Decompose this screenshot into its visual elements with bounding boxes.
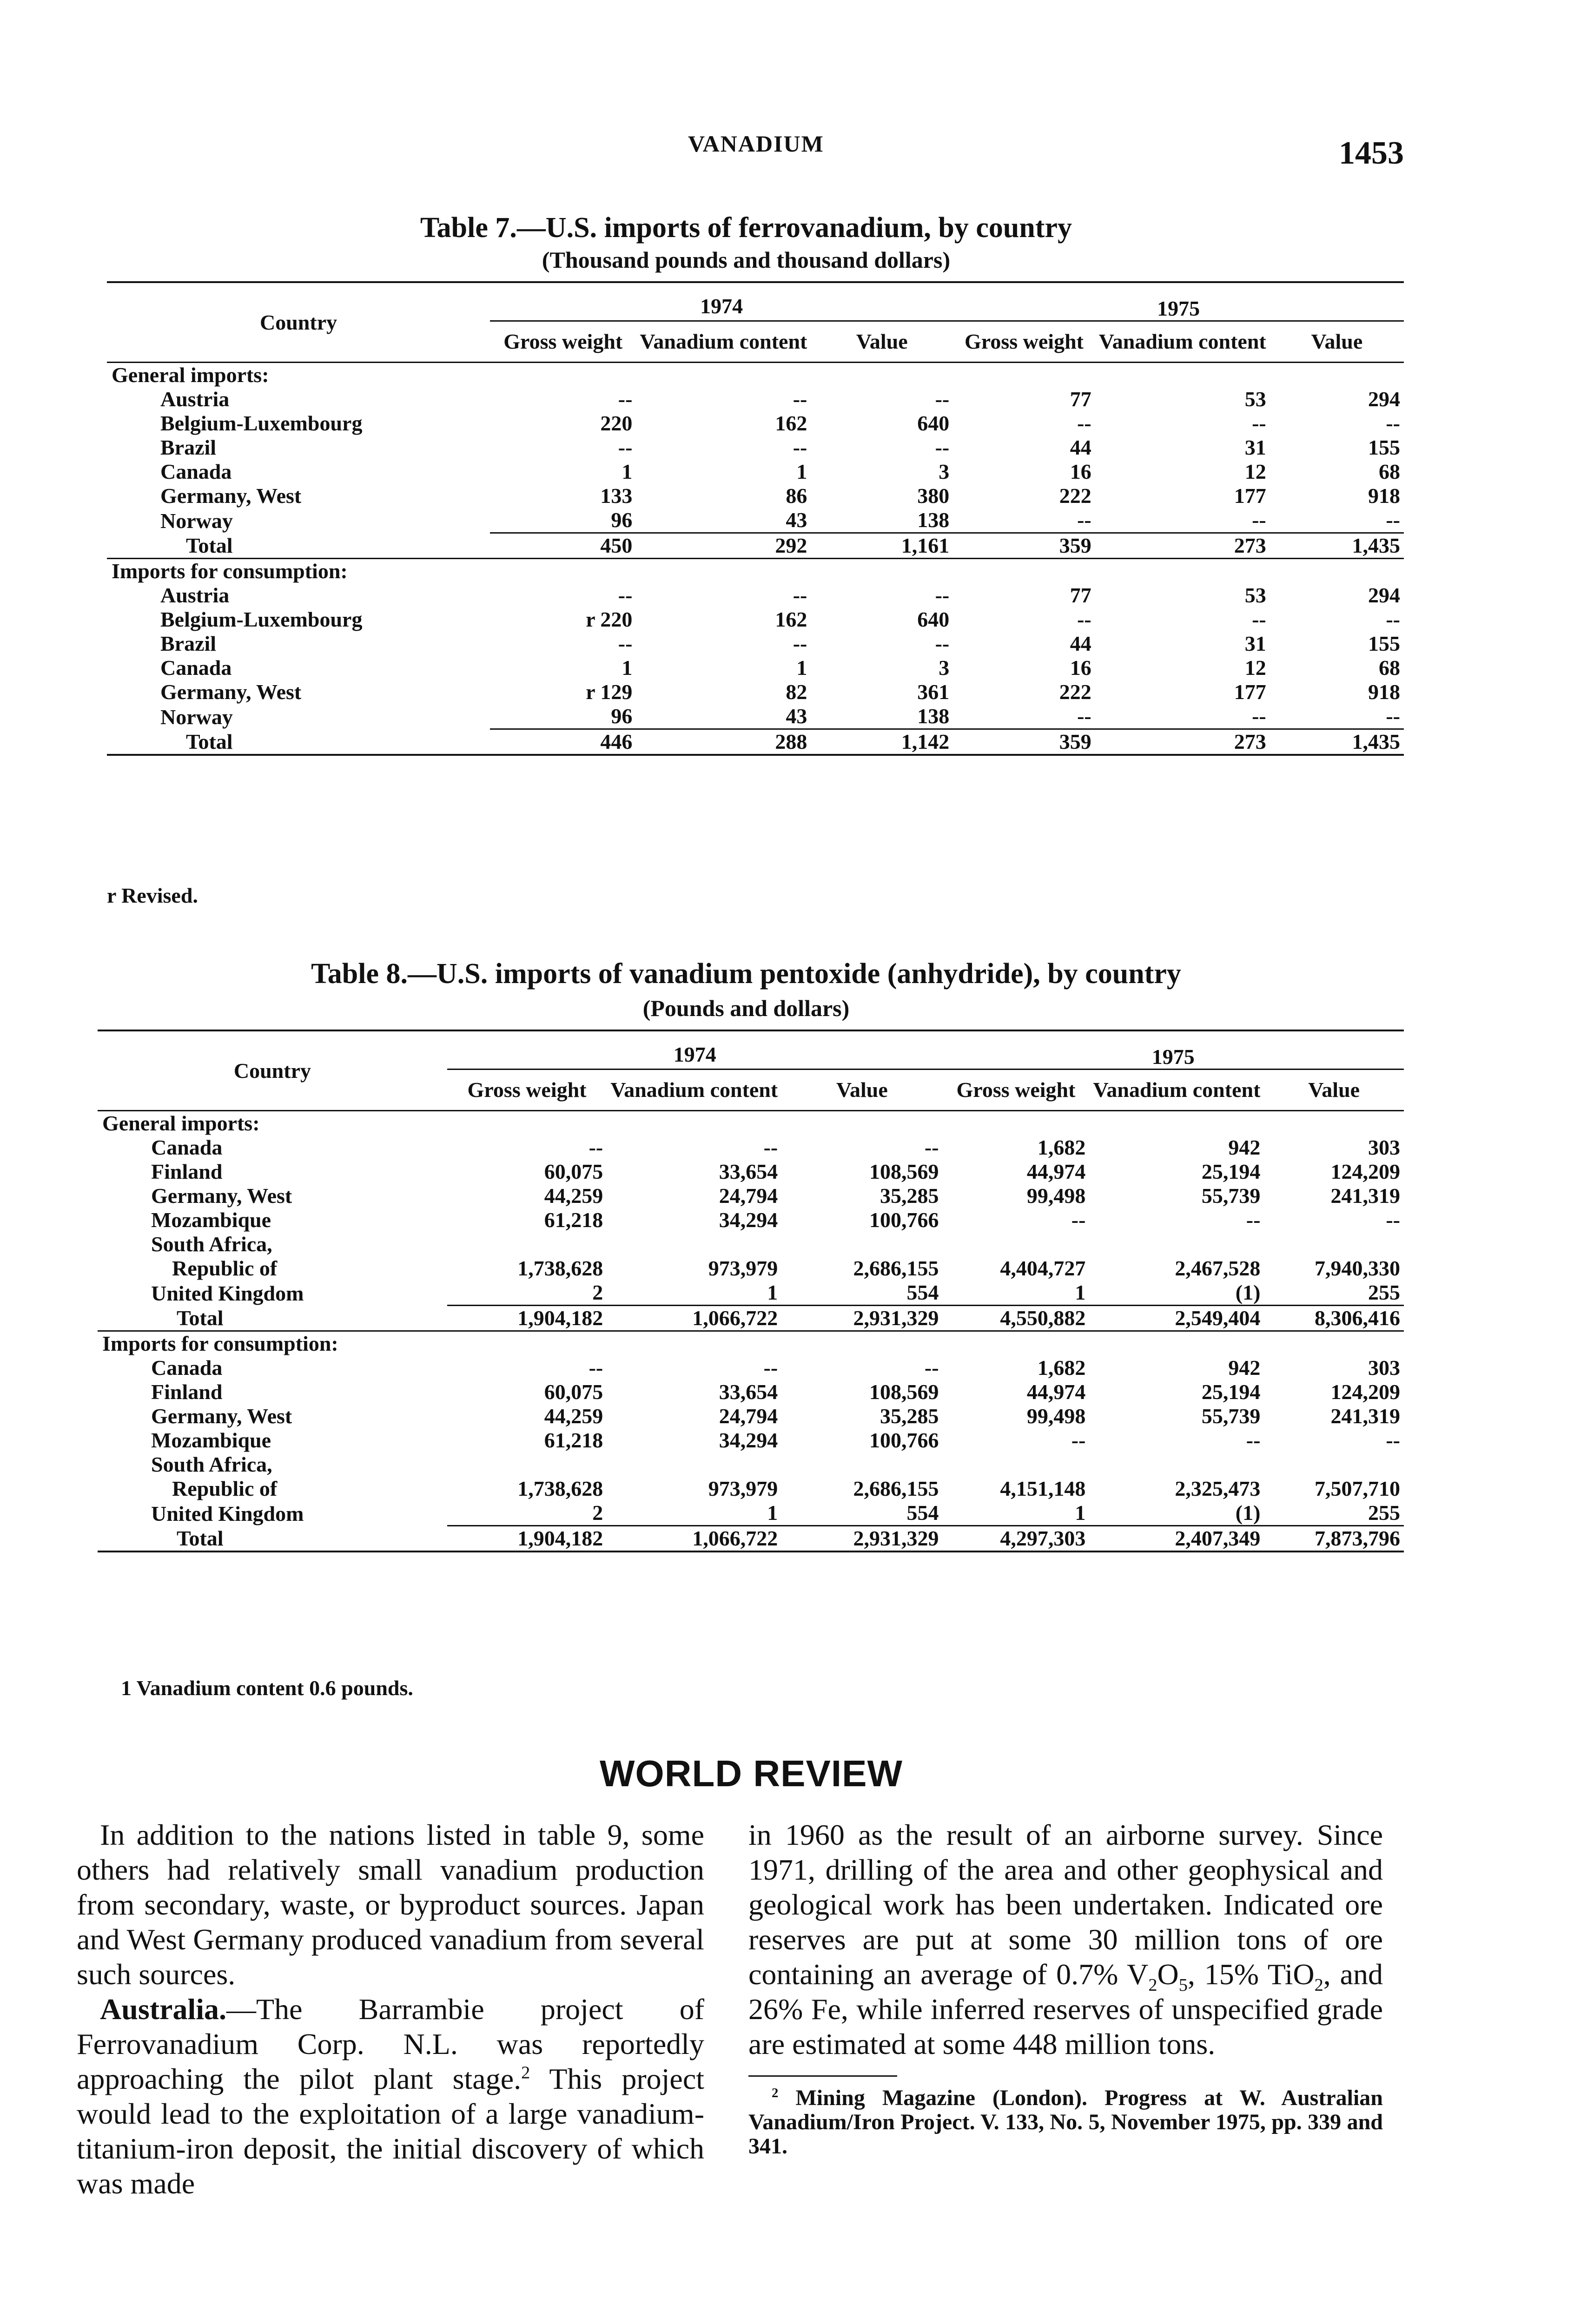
table7-footnote: r Revised.: [107, 884, 198, 907]
value-cell: 2: [592, 1501, 603, 1525]
value-cell: 31: [1244, 436, 1266, 459]
value-cell: 35,285: [880, 1404, 939, 1428]
value-cell: 1: [796, 460, 807, 483]
total-value-cell: 292: [636, 533, 811, 559]
value-cell: 33,654: [719, 1160, 778, 1183]
value-cell: --: [1386, 1428, 1400, 1452]
table8-gross-header-74: Gross weight: [467, 1078, 587, 1102]
table-row: [98, 1136, 1404, 1160]
total-row: [107, 729, 1404, 755]
value-cell: 96: [611, 704, 633, 728]
total-value-cell: 273: [1095, 729, 1270, 755]
country-cell: South Africa,: [151, 1232, 272, 1256]
value-cell: 138: [917, 508, 950, 532]
value-cell: 55,739: [1201, 1184, 1261, 1208]
value-cell: 44,259: [544, 1404, 603, 1428]
value-cell: 1,682: [1037, 1136, 1086, 1159]
table8-vanadium-header-75: Vanadium content: [1093, 1078, 1261, 1102]
value-cell: --: [1386, 411, 1400, 435]
table8-title: Table 8.—U.S. imports of vanadium pentoxide (anhydride), by country: [311, 958, 1181, 990]
table7-country-header: Country: [107, 282, 490, 363]
country-cell: Norway: [160, 705, 233, 729]
value-cell: 68: [1379, 460, 1400, 483]
country-cell: Germany, West: [151, 1404, 292, 1428]
value-cell: 1,738,628: [517, 1256, 603, 1280]
value-cell: 4,404,727: [1000, 1256, 1086, 1280]
value-cell: 82: [786, 680, 807, 704]
paragraph-intro: In addition to the nations listed in table 9, some others had relatively small vanadium production from secondary, waste, or byproduct sources. Japan and West Germany produced vanadium from several such sources.: [77, 1818, 704, 1991]
value-cell: 68: [1379, 656, 1400, 680]
table7-title: Table 7.—U.S. imports of ferrovanadium, by country: [420, 212, 1072, 244]
total-label: Total: [177, 1526, 224, 1550]
value-cell: 2,686,155: [853, 1477, 939, 1500]
table8-general-imports-label: General imports:: [102, 1111, 260, 1135]
value-cell: 3: [939, 656, 950, 680]
value-cell: 1,738,628: [517, 1477, 603, 1500]
value-cell: 25,194: [1201, 1380, 1261, 1404]
value-cell: 55,739: [1201, 1404, 1261, 1428]
value-cell: 60,075: [544, 1160, 603, 1183]
country-cell: Brazil: [160, 632, 217, 655]
value-cell: 124,209: [1330, 1380, 1400, 1404]
value-cell: 162: [775, 411, 807, 435]
value-cell: --: [1252, 508, 1266, 532]
value-cell: 43: [786, 704, 807, 728]
country-cell: United Kingdom: [151, 1501, 304, 1525]
value-cell: --: [1252, 411, 1266, 435]
table7: [107, 281, 1404, 756]
value-cell: 294: [1368, 387, 1400, 411]
value-cell: (1): [1235, 1281, 1261, 1304]
value-cell: 16: [1070, 656, 1091, 680]
value-cell: 222: [1059, 680, 1091, 704]
table8: [98, 1030, 1404, 1552]
total-value-cell: 2,931,329: [781, 1306, 942, 1331]
value-cell: 124,209: [1330, 1160, 1400, 1183]
world-review-heading: WORLD REVIEW: [600, 1753, 903, 1794]
value-cell: 1,682: [1037, 1356, 1086, 1380]
total-value-cell: 1,435: [1270, 533, 1404, 559]
value-cell: --: [935, 436, 950, 459]
value-cell: 640: [917, 411, 950, 435]
value-cell: 35,285: [880, 1184, 939, 1208]
table8-value-header-75: Value: [1308, 1078, 1360, 1102]
value-cell: 53: [1244, 387, 1266, 411]
total-row: [98, 1526, 1404, 1552]
value-cell: --: [924, 1356, 939, 1380]
country-cell: Austria: [160, 387, 230, 411]
table-row: [107, 656, 1404, 680]
value-cell: 61,218: [544, 1428, 603, 1452]
table7-year-1975: 1975: [953, 282, 1404, 321]
value-cell: --: [935, 387, 950, 411]
total-label: Total: [186, 730, 233, 753]
table-row: [107, 460, 1404, 484]
value-cell: 24,794: [719, 1404, 778, 1428]
total-value-cell: 359: [953, 729, 1095, 755]
value-cell: 3: [939, 460, 950, 483]
value-cell: [781, 1232, 942, 1256]
value-cell: [1264, 1232, 1404, 1256]
value-cell: [1264, 1452, 1404, 1477]
value-cell: 918: [1368, 680, 1400, 704]
value-cell: --: [793, 436, 807, 459]
table-row: [98, 1232, 1404, 1256]
australia-text-b: This project would lead to the exploitation of a large vanadium-titanium-iron deposit, the initial discovery of which was made: [77, 2062, 704, 2200]
value-cell: [607, 1452, 781, 1477]
value-cell: 1: [622, 656, 633, 680]
value-cell: --: [589, 1136, 603, 1159]
paragraph-continued: [748, 1817, 1383, 2061]
table-row: [98, 1356, 1404, 1380]
value-cell: --: [1246, 1208, 1261, 1232]
total-value-cell: 1,435: [1270, 729, 1404, 755]
country-cell: South Africa,: [151, 1452, 272, 1476]
value-cell: 361: [917, 680, 950, 704]
value-cell: 60,075: [544, 1380, 603, 1404]
total-value-cell: 359: [953, 533, 1095, 559]
country-cell: Canada: [160, 460, 232, 483]
total-value-cell: 1,904,182: [447, 1526, 607, 1552]
value-cell: 942: [1228, 1356, 1261, 1380]
total-value-cell: 2,549,404: [1089, 1306, 1264, 1331]
table8-country-header: Country: [98, 1030, 447, 1111]
value-cell: 24,794: [719, 1184, 778, 1208]
table8-general-imports: [98, 1111, 1404, 1136]
value-cell: --: [1077, 411, 1091, 435]
value-cell: [447, 1232, 607, 1256]
footnote-number: 2: [772, 2086, 779, 2100]
value-cell: 1: [796, 656, 807, 680]
country-cell: Norway: [160, 508, 233, 533]
value-cell: 155: [1368, 632, 1400, 655]
value-cell: 108,569: [869, 1380, 939, 1404]
value-cell: 12: [1244, 460, 1266, 483]
total-value-cell: 1,066,722: [607, 1526, 781, 1552]
table-row: [107, 583, 1404, 607]
value-cell: 1: [767, 1281, 778, 1304]
table-row: [98, 1380, 1404, 1404]
value-cell: --: [1386, 508, 1400, 532]
value-cell: 1: [767, 1501, 778, 1525]
paragraph-australia: [77, 1992, 704, 2201]
value-cell: 1: [622, 460, 633, 483]
value-cell: 16: [1070, 460, 1091, 483]
value-cell: --: [1077, 508, 1091, 532]
footnote-ref[interactable]: 2: [521, 2063, 530, 2083]
table7-value-header-75: Value: [1311, 330, 1363, 353]
table-row: [98, 1184, 1404, 1208]
table8-value-header-74: Value: [836, 1078, 888, 1102]
total-value-cell: 7,873,796: [1264, 1526, 1404, 1552]
value-cell: 31: [1244, 632, 1266, 655]
value-cell: 86: [786, 484, 807, 508]
value-cell: 99,498: [1026, 1404, 1086, 1428]
continued-text-a: in 1960 as the result of an airborne survey. Since 1971, drilling of the area and other geophysical and geological work has been undertaken. Indicated ore reserves are put at some 30 million tons of ore containing an average of 0.7% V: [748, 1818, 1383, 1991]
subscript-o: 5: [1178, 1975, 1188, 1995]
value-cell: 44,974: [1026, 1380, 1086, 1404]
value-cell: 255: [1368, 1281, 1400, 1304]
value-cell: --: [1386, 704, 1400, 728]
value-cell: --: [793, 583, 807, 607]
value-cell: --: [1077, 704, 1091, 728]
value-cell: 7,507,710: [1315, 1477, 1400, 1500]
value-cell: 554: [906, 1501, 939, 1525]
value-cell: [1089, 1452, 1264, 1477]
value-cell: --: [1252, 607, 1266, 631]
value-cell: --: [935, 583, 950, 607]
page-number: 1453: [1339, 135, 1404, 171]
value-cell: 2,686,155: [853, 1256, 939, 1280]
country-cell: Canada: [151, 1136, 223, 1159]
value-cell: --: [793, 632, 807, 655]
country-cell: Republic of: [172, 1477, 278, 1500]
value-cell: 99,498: [1026, 1184, 1086, 1208]
total-value-cell: 288: [636, 729, 811, 755]
value-cell: 303: [1368, 1136, 1400, 1159]
country-cell: Canada: [160, 656, 232, 680]
value-cell: --: [1071, 1428, 1086, 1452]
value-cell: 44: [1070, 436, 1091, 459]
value-cell: --: [618, 632, 633, 655]
value-cell: 1: [1075, 1501, 1086, 1525]
value-cell: 4,151,148: [1000, 1477, 1086, 1500]
table8-imports-for-consumption: [98, 1331, 1404, 1356]
right-column: [748, 1817, 1383, 2159]
value-cell: 640: [917, 607, 950, 631]
table-row: [107, 680, 1404, 704]
country-cell: Mozambique: [151, 1428, 271, 1452]
total-value-cell: 4,550,882: [943, 1306, 1090, 1331]
value-cell: --: [924, 1136, 939, 1159]
value-cell: --: [763, 1136, 778, 1159]
value-cell: 77: [1070, 583, 1091, 607]
value-cell: 177: [1234, 484, 1266, 508]
country-cell: Austria: [160, 583, 230, 607]
country-cell: United Kingdom: [151, 1281, 304, 1305]
value-cell: --: [1246, 1428, 1261, 1452]
table-row: [107, 632, 1404, 656]
value-cell: 61,218: [544, 1208, 603, 1232]
value-cell: 1: [1075, 1281, 1086, 1304]
total-value-cell: 446: [490, 729, 636, 755]
table-row: [98, 1256, 1404, 1281]
value-cell: 303: [1368, 1356, 1400, 1380]
value-cell: 973,979: [708, 1477, 778, 1500]
australia-lead: Australia.: [100, 1993, 226, 2026]
value-cell: 33,654: [719, 1380, 778, 1404]
left-column: [77, 1817, 704, 2201]
value-cell: 108,569: [869, 1160, 939, 1183]
value-cell: [781, 1452, 942, 1477]
total-label: Total: [177, 1306, 224, 1330]
subscript-v: 2: [1148, 1975, 1157, 1995]
country-cell: Mozambique: [151, 1208, 271, 1232]
total-value-cell: 1,904,182: [447, 1306, 607, 1331]
value-cell: 44: [1070, 632, 1091, 655]
table7-gross-header-74: Gross weight: [503, 330, 623, 353]
value-cell: [1089, 1232, 1264, 1256]
country-cell: Republic of: [172, 1256, 278, 1280]
value-cell: --: [618, 387, 633, 411]
table8-imports-for-consumption-label: Imports for consumption:: [102, 1332, 338, 1355]
table-row: [98, 1404, 1404, 1428]
value-cell: 138: [917, 704, 950, 728]
value-cell: [943, 1232, 1090, 1256]
value-cell: 241,319: [1330, 1404, 1400, 1428]
country-cell: Germany, West: [151, 1184, 292, 1208]
value-cell: --: [793, 387, 807, 411]
value-cell: --: [935, 632, 950, 655]
value-cell: 133: [600, 484, 633, 508]
value-cell: --: [1077, 607, 1091, 631]
value-cell: 220: [600, 411, 633, 435]
total-value-cell: 2,931,329: [781, 1526, 942, 1552]
value-cell: --: [1386, 607, 1400, 631]
value-cell: 7,940,330: [1315, 1256, 1400, 1280]
subscript-ti: 2: [1314, 1975, 1323, 1995]
table-row: [107, 484, 1404, 508]
table7-value-header-74: Value: [856, 330, 908, 353]
value-cell: 973,979: [708, 1256, 778, 1280]
value-cell: --: [1252, 704, 1266, 728]
table-row: [107, 508, 1404, 533]
country-cell: Germany, West: [160, 680, 302, 704]
value-cell: 43: [786, 508, 807, 532]
value-cell: 100,766: [869, 1208, 939, 1232]
total-value-cell: 8,306,416: [1264, 1306, 1404, 1331]
total-value-cell: 273: [1095, 533, 1270, 559]
table8-body: [98, 1111, 1404, 1552]
value-cell: --: [763, 1356, 778, 1380]
country-cell: Belgium-Luxembourg: [160, 607, 363, 631]
total-value-cell: 1,142: [811, 729, 953, 755]
table-row: [98, 1477, 1404, 1501]
continued-text-tio: , 15% TiO: [1187, 1958, 1315, 1991]
continued-text-end: , and 26% Fe, while inferred reserves of unspecified grade are estimated at some 448 million tons.: [748, 1958, 1383, 2060]
country-cell: Germany, West: [160, 484, 302, 508]
table8-gross-header-75: Gross weight: [956, 1078, 1076, 1102]
country-cell: Belgium-Luxembourg: [160, 411, 363, 435]
value-cell: 162: [775, 607, 807, 631]
value-cell: 34,294: [719, 1208, 778, 1232]
table7-subtitle: (Thousand pounds and thousand dollars): [542, 247, 951, 273]
value-cell: 255: [1368, 1501, 1400, 1525]
total-label: Total: [186, 534, 233, 557]
value-cell: --: [618, 436, 633, 459]
total-value-cell: 2,407,349: [1089, 1526, 1264, 1552]
table-row: [98, 1208, 1404, 1232]
value-cell: 53: [1244, 583, 1266, 607]
table-row: [98, 1501, 1404, 1526]
table7-imports-for-consumption: [107, 559, 1404, 584]
table-row: [107, 387, 1404, 411]
table-row: [107, 704, 1404, 729]
table-row: [98, 1452, 1404, 1477]
value-cell: r 220: [586, 607, 633, 631]
total-row: [98, 1306, 1404, 1331]
value-cell: 294: [1368, 583, 1400, 607]
value-cell: --: [589, 1356, 603, 1380]
table8-year-1975: 1975: [943, 1030, 1404, 1070]
table-row: [107, 607, 1404, 632]
value-cell: --: [1386, 1208, 1400, 1232]
value-cell: 554: [906, 1281, 939, 1304]
table8-vanadium-header-74: Vanadium content: [610, 1078, 778, 1102]
total-value-cell: 4,297,303: [943, 1526, 1090, 1552]
value-cell: 44,974: [1026, 1160, 1086, 1183]
value-cell: 942: [1228, 1136, 1261, 1159]
table7-general-imports-label: General imports:: [112, 363, 269, 387]
table7-imports-for-consumption-label: Imports for consumption:: [112, 559, 348, 583]
value-cell: 380: [917, 484, 950, 508]
australia-text-a: —The Barrambie project of Ferrovanadium Corp. N.L. was reportedly approaching the pilot plant stage.: [77, 1993, 704, 2095]
total-value-cell: 1,161: [811, 533, 953, 559]
table8-subtitle: (Pounds and dollars): [642, 995, 850, 1021]
table8-footnote: 1 Vanadium content 0.6 pounds.: [121, 1676, 413, 1700]
table7-vanadium-header-74: Vanadium content: [640, 330, 807, 353]
table7-general-imports: [107, 363, 1404, 388]
table-row: [98, 1281, 1404, 1306]
total-value-cell: 450: [490, 533, 636, 559]
table8-year-1974: 1974: [447, 1030, 943, 1070]
value-cell: 12: [1244, 656, 1266, 680]
value-cell: --: [1071, 1208, 1086, 1232]
footnote-2: [748, 2086, 1383, 2159]
value-cell: [943, 1452, 1090, 1477]
value-cell: --: [618, 583, 633, 607]
table-row: [107, 436, 1404, 460]
value-cell: 222: [1059, 484, 1091, 508]
total-value-cell: 1,066,722: [607, 1306, 781, 1331]
running-header: VANADIUM: [688, 131, 824, 157]
value-cell: [447, 1452, 607, 1477]
table-row: [98, 1160, 1404, 1184]
table7-vanadium-header-75: Vanadium content: [1098, 330, 1266, 353]
total-row: [107, 533, 1404, 559]
country-cell: Finland: [151, 1380, 223, 1404]
value-cell: 2,325,473: [1175, 1477, 1261, 1500]
footnote-rule: [748, 2075, 897, 2077]
value-cell: r 129: [586, 680, 633, 704]
table7-gross-header-75: Gross weight: [964, 330, 1084, 353]
continued-text-o: O: [1157, 1958, 1179, 1991]
country-cell: Finland: [151, 1160, 223, 1183]
value-cell: 155: [1368, 436, 1400, 459]
value-cell: 25,194: [1201, 1160, 1261, 1183]
value-cell: 177: [1234, 680, 1266, 704]
value-cell: (1): [1235, 1501, 1261, 1525]
value-cell: 44,259: [544, 1184, 603, 1208]
value-cell: 34,294: [719, 1428, 778, 1452]
value-cell: 241,319: [1330, 1184, 1400, 1208]
table-row: [98, 1428, 1404, 1452]
value-cell: 100,766: [869, 1428, 939, 1452]
country-cell: Canada: [151, 1356, 223, 1380]
value-cell: [607, 1232, 781, 1256]
value-cell: 2: [592, 1281, 603, 1304]
country-cell: Brazil: [160, 436, 217, 459]
footnote-text: Mining Magazine (London). Progress at W. Australian Vanadium/Iron Project. V. 133, No. 5, November 1975, pp. 339 and 341.: [748, 2086, 1383, 2159]
value-cell: 77: [1070, 387, 1091, 411]
table7-body: [107, 363, 1404, 755]
value-cell: 96: [611, 508, 633, 532]
table7-year-1974: 1974: [490, 282, 953, 321]
value-cell: 918: [1368, 484, 1400, 508]
table-row: [107, 411, 1404, 436]
value-cell: 2,467,528: [1175, 1256, 1261, 1280]
